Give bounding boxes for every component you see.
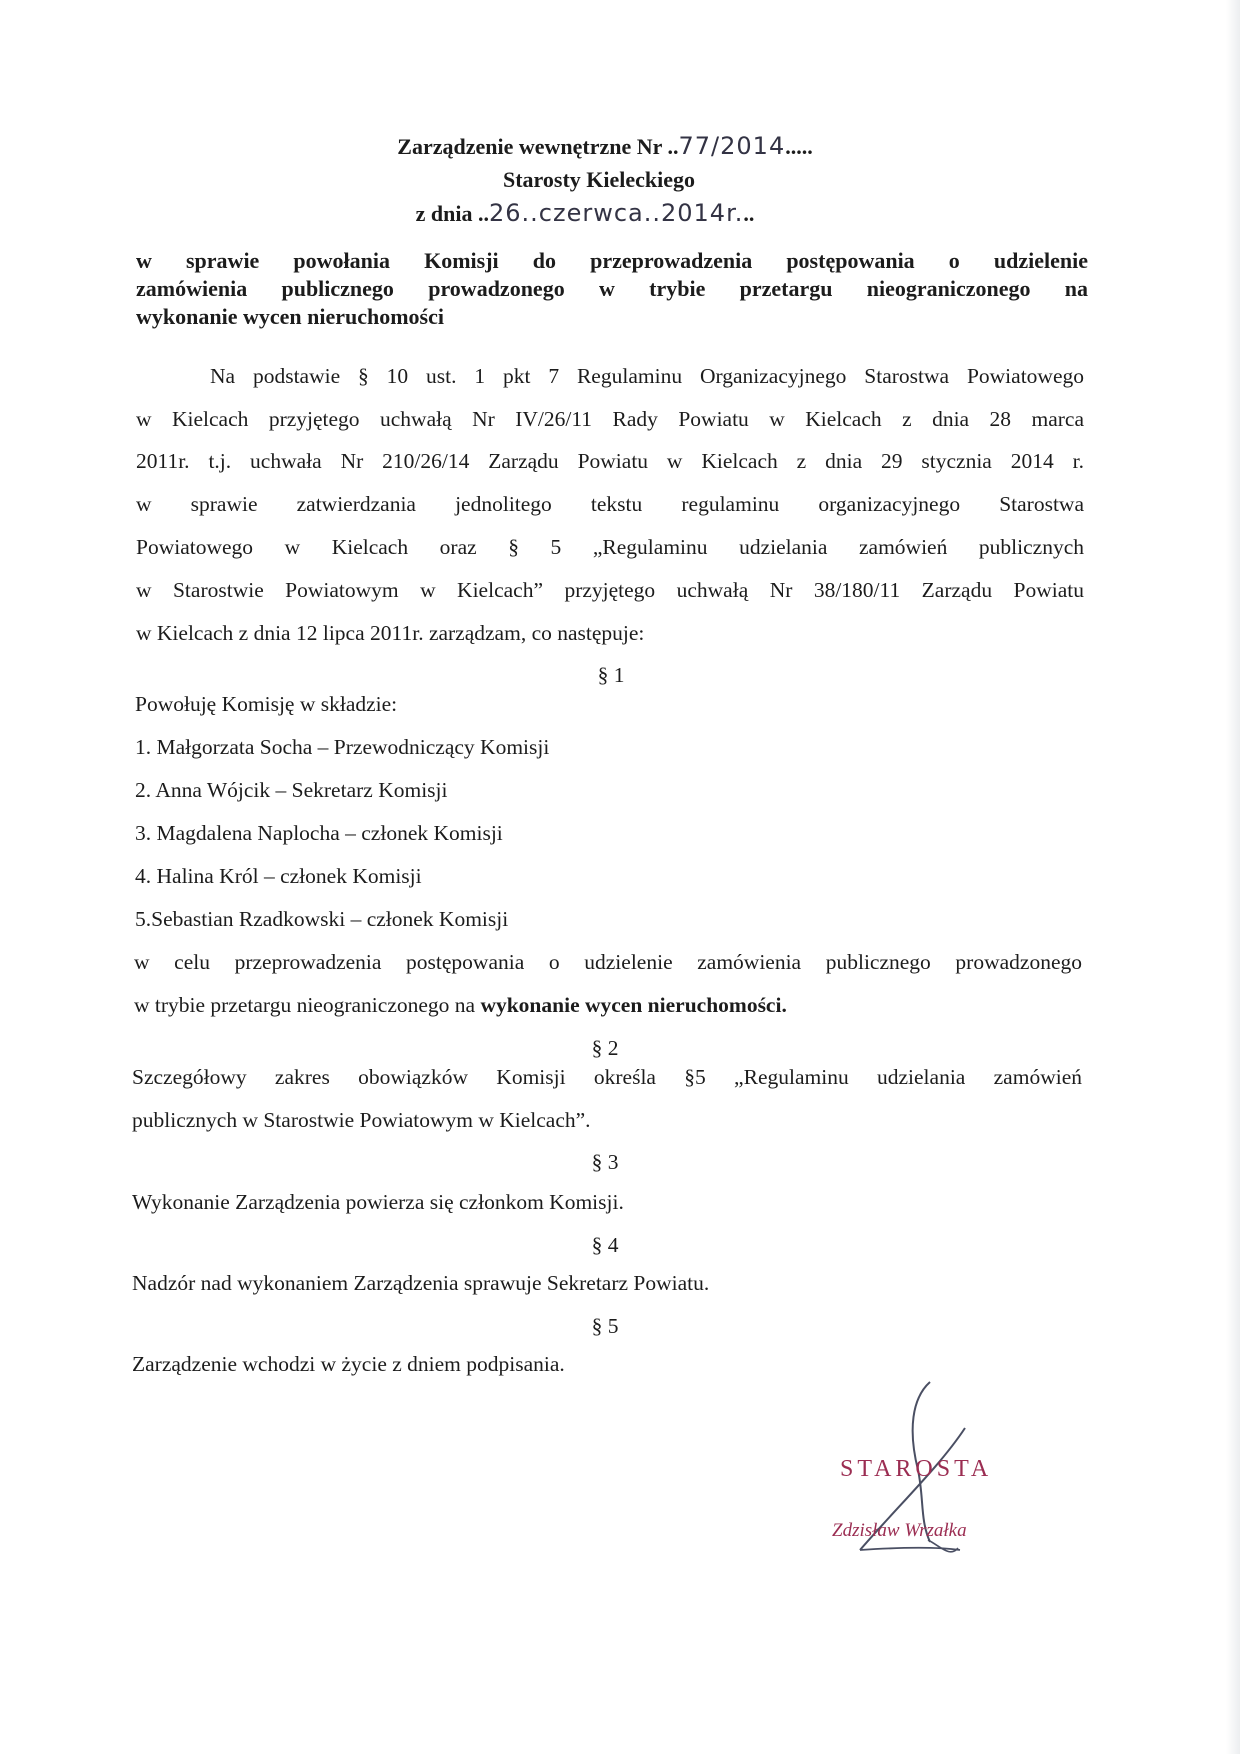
preamble-line-4: w sprawie zatwierdzania jednolitego tekstu regulaminu organizacyjnego Starostwa <box>136 492 1084 516</box>
stamp-title: STAROSTA <box>840 1456 993 1482</box>
issuer-line: Starosty Kieleckiego <box>502 167 696 192</box>
subject-block <box>136 247 1088 275</box>
section-1-heading: § 1 <box>597 663 625 687</box>
section-4-heading: § 4 <box>591 1233 619 1257</box>
section-1-intro: Powołuję Komisję w składzie: <box>135 692 398 716</box>
section-4-text: Nadzór nad wykonaniem Zarządzenia sprawuje Sekretarz Powiatu. <box>132 1271 710 1295</box>
section-3-text: Wykonanie Zarządzenia powierza się członkom Komisji. <box>132 1190 624 1214</box>
date-line: z dnia ..26..czerwca..2014r... <box>415 199 755 227</box>
member-item: 2. Anna Wójcik – Sekretarz Komisji <box>135 778 448 802</box>
member-item: 4. Halina Król – członek Komisji <box>135 864 422 888</box>
subject-line-3: wykonanie wycen nieruchomości <box>136 304 444 329</box>
purpose-line-2: w trybie przetargu nieograniczonego na wykonanie wycen nieruchomości. <box>134 993 787 1017</box>
section-5-heading: § 5 <box>591 1314 619 1338</box>
handwritten-number: 77/2014 <box>678 132 786 160</box>
subject-line-1: w sprawie powołania Komisji do przeprowadzenia postępowania o udzielenie <box>136 248 1088 273</box>
section-2-line-2: publicznych w Starostwie Powiatowym w Kielcach”. <box>132 1108 591 1132</box>
preamble-line-5: Powiatowego w Kielcach oraz § 5 „Regulaminu udzielania zamówień publicznych <box>136 535 1084 559</box>
purpose-line-1: w celu przeprowadzenia postępowania o udzielenie zamówienia publicznego prowadzonego <box>134 950 1082 974</box>
purpose-bold: wykonanie wycen nieruchomości. <box>480 993 787 1017</box>
section-2-line-1: Szczegółowy zakres obowiązków Komisji określa §5 „Regulaminu udzielania zamówień <box>132 1065 1082 1089</box>
subject-line-2-wrap <box>136 275 1088 303</box>
member-item: 3. Magdalena Naplocha – członek Komisji <box>135 821 503 845</box>
preamble-line-3: 2011r. t.j. uchwała Nr 210/26/14 Zarządu Powiatu w Kielcach z dnia 29 stycznia 2014 r. <box>136 449 1084 473</box>
section-2-heading: § 2 <box>591 1036 619 1060</box>
preamble-line-1: Na podstawie § 10 ust. 1 pkt 7 Regulaminu Organizacyjnego Starostwa Powiatowego <box>210 364 1084 388</box>
preamble-line-2: w Kielcach przyjętego uchwałą Nr IV/26/11 Rady Powiatu w Kielcach z dnia 28 marca <box>136 407 1084 431</box>
section-5-text: Zarządzenie wchodzi w życie z dniem podpisania. <box>132 1352 565 1376</box>
subject-line-2: zamówienia publicznego prowadzonego w trybie przetargu nieograniczonego na <box>136 276 1088 301</box>
ordinance-title: Zarządzenie wewnętrzne Nr ..77/2014..... <box>397 132 813 160</box>
member-item: 5.Sebastian Rzadkowski – członek Komisji <box>135 907 509 931</box>
handwritten-date: 26..czerwca..2014r. <box>488 199 744 227</box>
preamble-line-6: w Starostwie Powiatowym w Kielcach” przyjętego uchwałą Nr 38/180/11 Zarządu Powiatu <box>136 578 1084 602</box>
stamp-name: Zdzisław Wrzałka <box>832 1520 967 1541</box>
section-3-heading: § 3 <box>591 1150 619 1174</box>
starosta-stamp <box>800 1370 1030 1560</box>
preamble-line-7: w Kielcach z dnia 12 lipca 2011r. zarządzam, co następuje: <box>136 621 645 645</box>
member-item: 1. Małgorzata Socha – Przewodniczący Komisji <box>135 735 550 759</box>
